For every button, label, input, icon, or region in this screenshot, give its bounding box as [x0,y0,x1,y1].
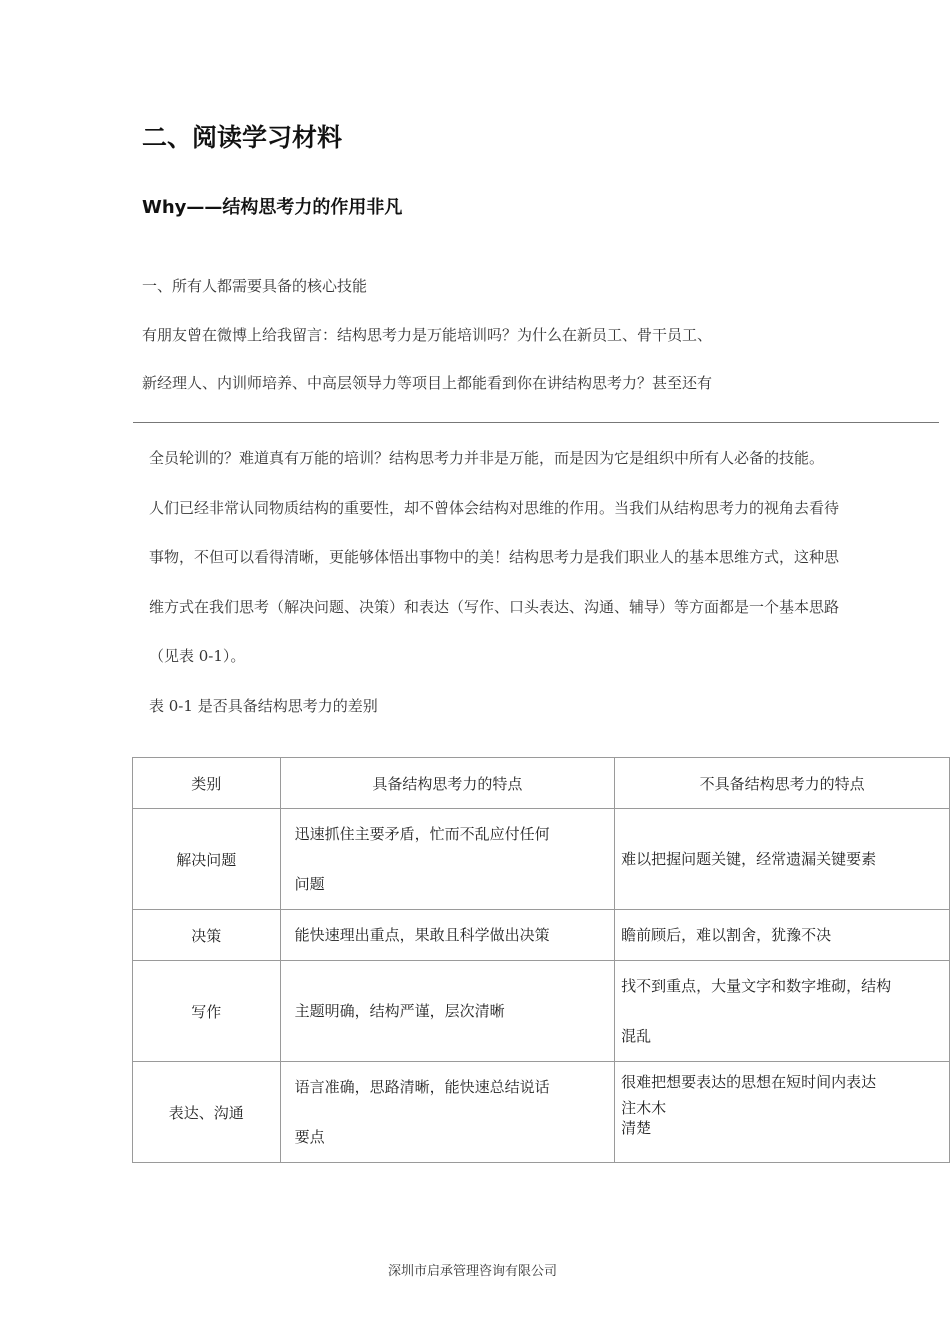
body-line: 人们已经非常认同物质结构的重要性，却不曾体会结构对思维的作用。当我们从结构思考力的视角去看待 [149,499,840,517]
cell-line: 找不到重点，大量文字和数字堆砌，结构 [621,977,892,995]
cell-with [280,910,615,961]
cell-category: 表达、沟通 [133,1062,281,1163]
cell-without [615,961,950,1062]
table-row [133,910,950,961]
table-caption: 表 0-1 是否具备结构思考力的差别 [149,697,378,715]
cell-category: 写作 [133,961,281,1062]
table-row [133,1062,950,1163]
cell-line: 混乱 [621,1027,652,1045]
cell-line: 迅速抓住主要矛盾，忙而不乱应付任何 [294,825,550,843]
cell-line: 清楚 [621,1119,652,1137]
table-header-row [133,758,950,809]
cell-line: 问题 [294,875,325,893]
cell-line: 能快速理出重点，果敢且科学做出决策 [294,926,550,944]
cell-category: 决策 [133,910,281,961]
intro-line: 有朋友曾在微博上给我留言：结构思考力是万能培训吗？为什么在新员工、骨干员工、 [142,326,713,344]
cell-line: 注木木 [621,1099,667,1117]
table-row [133,809,950,910]
cell-line: 主题明确，结构严谨，层次清晰 [294,1002,505,1020]
cell-with [280,1062,615,1163]
page-heading: 二、阅读学习材料 [142,123,343,152]
intro-line: 新经理人、内训师培养、中高层领导力等项目上都能看到你在讲结构思考力？甚至还有 [142,374,713,392]
cell-with [280,809,615,910]
body-line: 全员轮训的？难道真有万能的培训？结构思考力并非是万能，而是因为它是组织中所有人必备的技能。 [149,449,825,467]
body-line: （见表 0-1）。 [149,647,246,665]
header-category: 类别 [133,758,281,809]
body-line: 事物，不但可以看得清晰，更能够体悟出事物中的美！结构思考力是我们职业人的基本思维方式，这种思 [149,548,840,566]
cell-line: 难以把握问题关键，经常遗漏关键要素 [621,850,877,868]
page-footer: 深圳市启承管理咨询有限公司 [388,1264,558,1279]
cell-without [615,910,950,961]
cell-category: 解决问题 [133,809,281,910]
cell-line: 很难把想要表达的思想在短时间内表达 [621,1073,877,1091]
section-title: 一、所有人都需要具备的核心技能 [142,277,368,295]
cell-line: 要点 [294,1128,325,1146]
cell-without [615,1062,950,1163]
header-with: 具备结构思考力的特点 [280,758,615,809]
section-subheading: Why——结构思考力的作用非凡 [142,197,403,218]
cell-overflow-text [621,1098,949,1138]
comparison-table [132,757,950,1163]
cell-with [280,961,615,1062]
cell-line: 瞻前顾后，难以割舍，犹豫不决 [621,926,832,944]
header-without: 不具备结构思考力的特点 [615,758,950,809]
body-line: 维方式在我们思考（解决问题、决策）和表达（写作、口头表达、沟通、辅导）等方面都是一个基本思路 [149,598,840,616]
cell-without [615,809,950,910]
divider-rule [133,422,939,423]
cell-line: 语言准确，思路清晰，能快速总结说话 [294,1078,550,1096]
table-row [133,961,950,1062]
